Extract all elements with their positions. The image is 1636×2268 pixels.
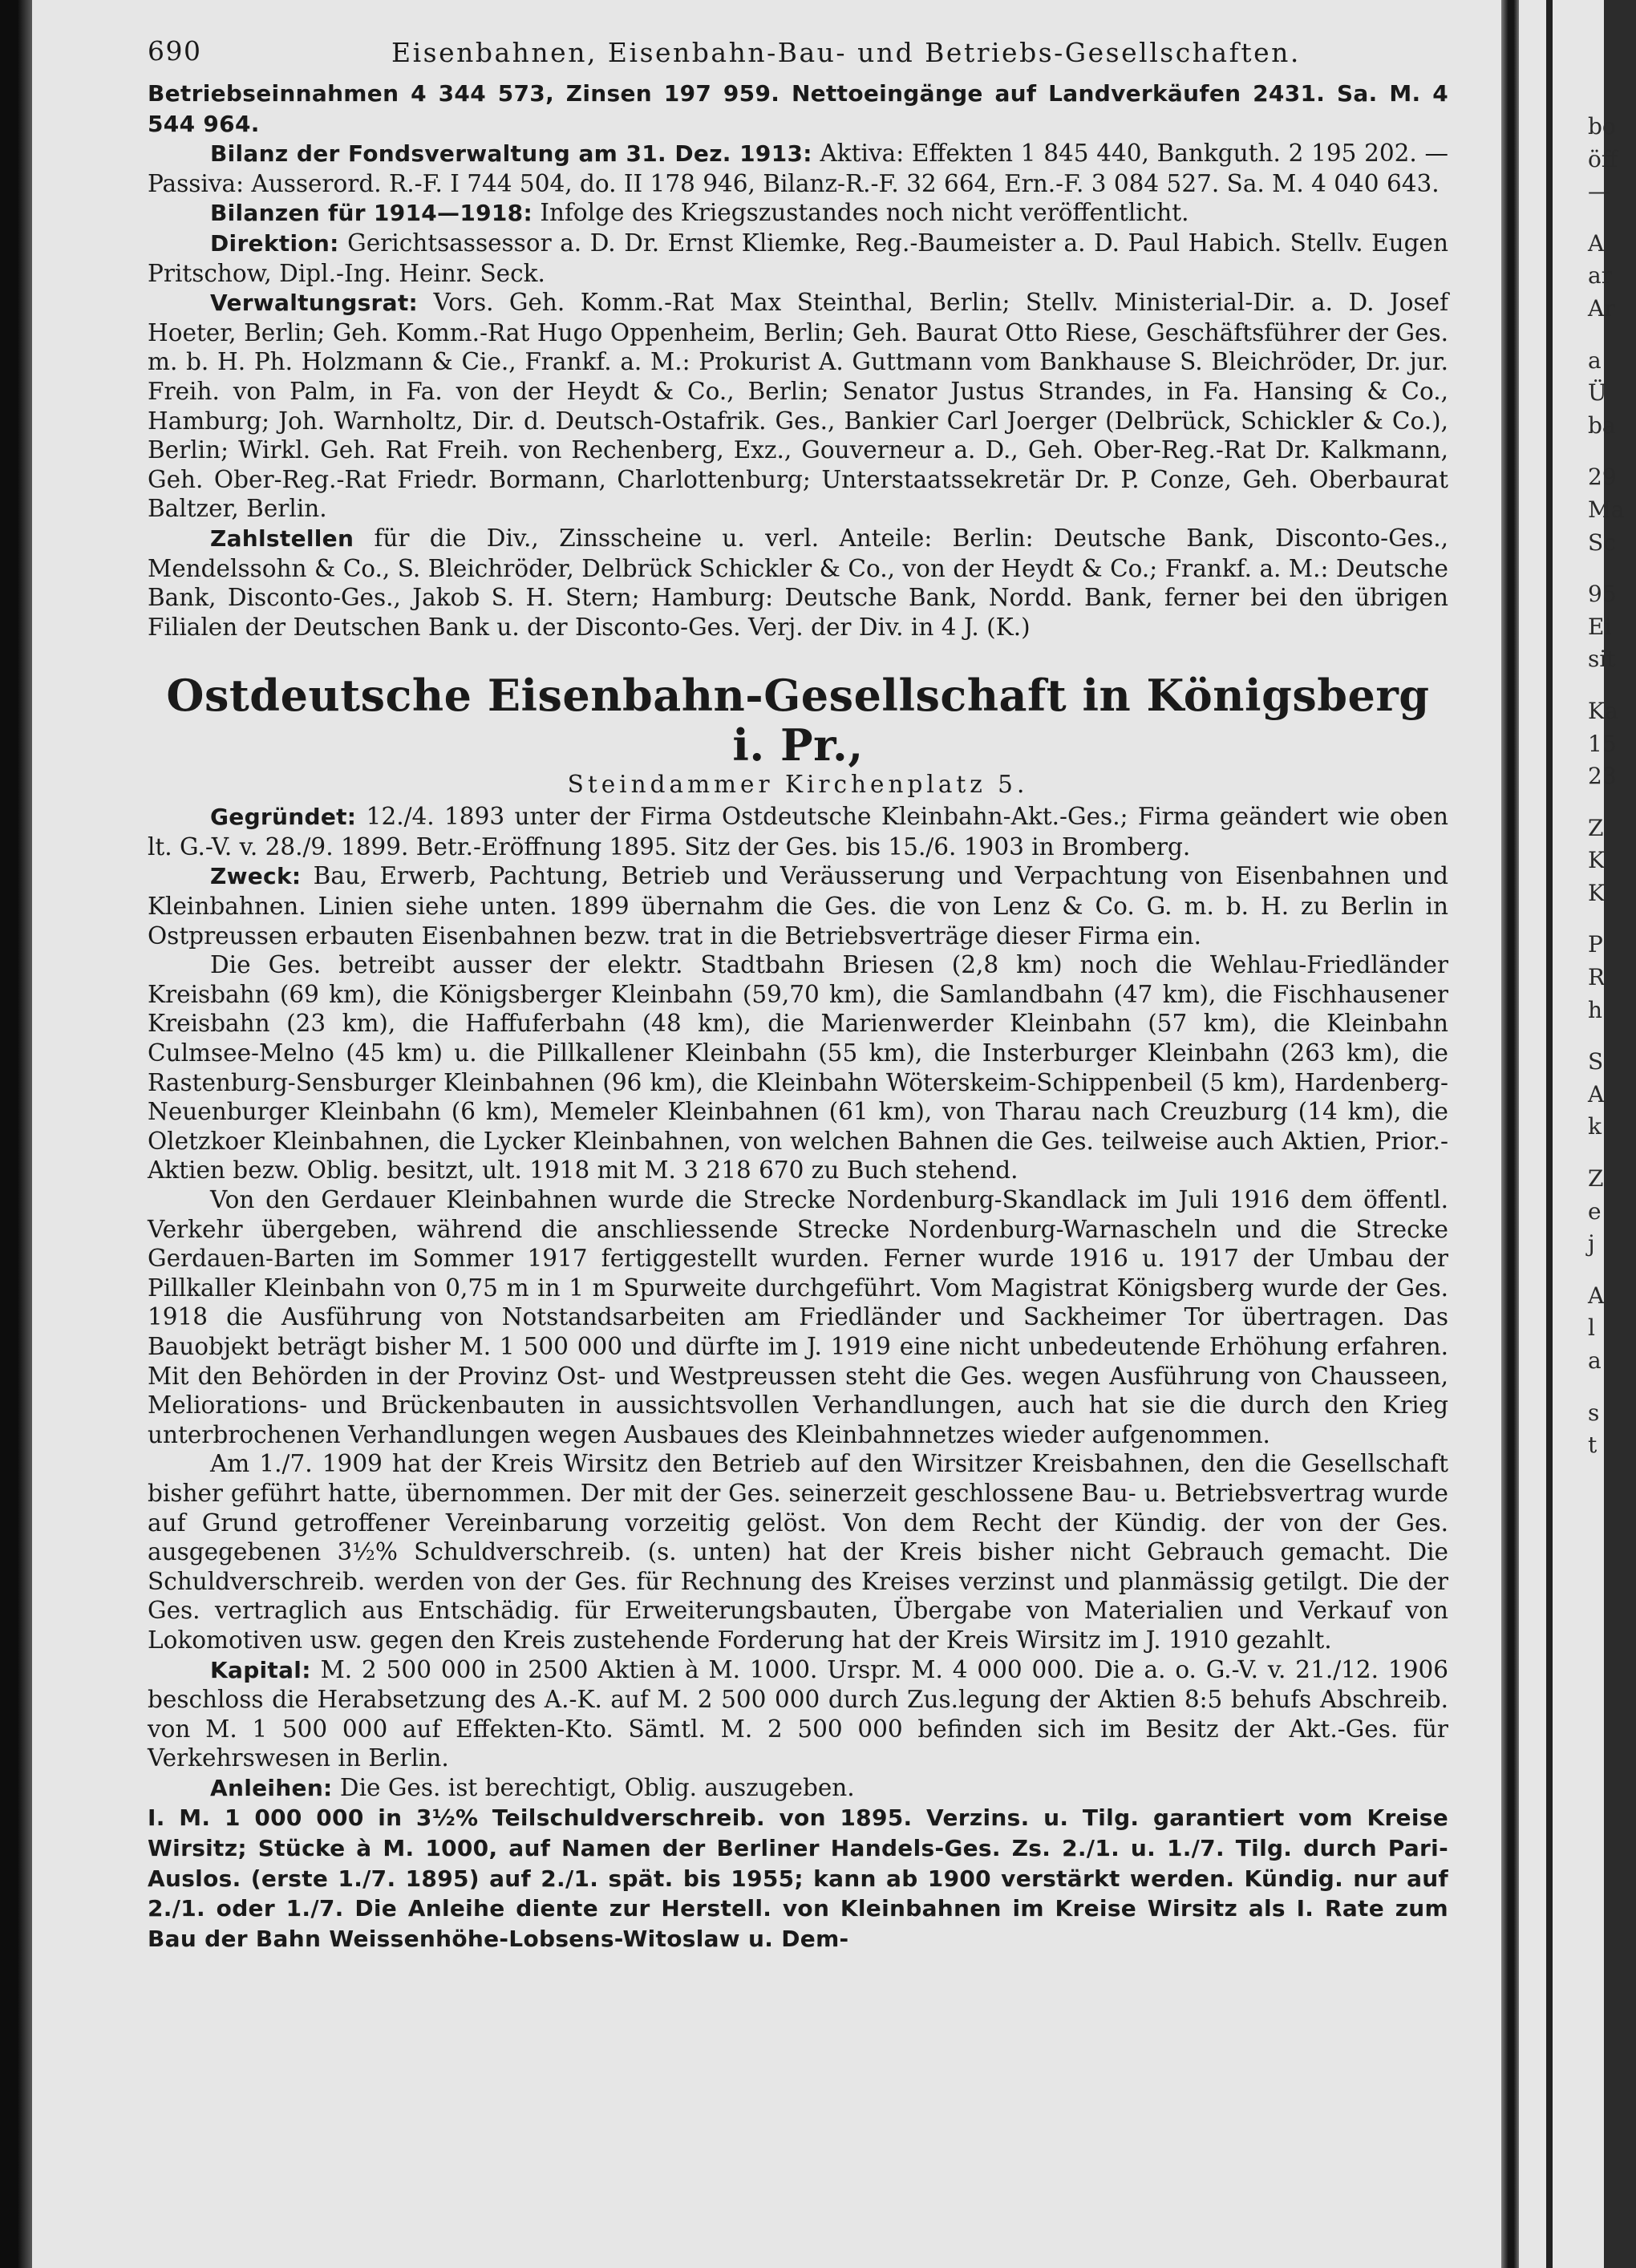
betriebseinnahmen-text: Betriebseinnahmen 4 344 573, Zinsen 197 959. Nettoeingänge auf Landverkäufen 2431. Sa. M. 4 544 964. <box>148 80 1448 137</box>
margin-fragment: K <box>1588 847 1605 874</box>
company-name: Ostdeutsche Eisenbahn-Gesellschaft in Königsberg <box>166 670 1430 722</box>
verwaltungsrat-text: Vors. Geh. Komm.-Rat Max Steinthal, Berlin; Stellv. Ministerial-Dir. a. D. Josef Hoeter, Berlin; Geh. Komm.-Rat Hugo Oppenheim, Berlin; Geh. Baurat Otto Riese, Geschäftsführer der Ges. m. b. H. Ph. Holzmann & Cie., Frankf. a. M.: Prokurist A. Guttmann vom Bankhause S. Bleichröder, Dr. jur. Freih. von Palm, in Fa. von der Heydt & Co., Berlin; Senator Justus Strandes, in Fa. Hansing & Co., Hamburg; Joh. Warnholtz, Dir. d. Deutsch-Ostafrik. Ges., Bankier Carl Joerger (Delbrück, Schickler & Co.), Berlin; Wirkl. Geh. Rat Freih. von Rechenberg, Exz., Gouverneur a. D., Geh. Ober-Reg.-Rat Dr. Kalkmann, Geh. Ober-Reg.-Rat Friedr. Bormann, Charlottenburg; Unterstaatssekretär Dr. P. Conze, Geh. Oberbaurat Baltzer, Berlin. <box>148 289 1448 523</box>
adjacent-page-fragments <box>1588 112 1636 1464</box>
wirsitz-paragraph: Am 1./7. 1909 hat der Kreis Wirsitz den Betrieb auf den Wirsitzer Kreisbahnen, den die Gesellschaft bisher geführt hatte, übernommen. Der mit der Ges. seinerzeit geschlossene Bau- u. Betriebsvertrag wurde auf Grund getroffener Vereinbarung vorzeitig gelöst. Von dem Recht der Kündig. der von der Ges. ausgegebenen 3½% Schuldverschreib. (s. unten) hat der Kreis bisher nicht Gebrauch gemacht. Die Schuldverschreib. werden von der Ges. für Rechnung des Kreises verzinst und planmässig getilgt. Die der Ges. vertraglich aus Entschädig. für Erweiterungsbauten, Übergabe von Materialien und Verkauf von Lokomotiven usw. gegen den Kreis zustehende Forderung hat der Kreis Wirsitz im J. 1910 gezahlt. <box>148 1450 1448 1654</box>
margin-fragment: 23 <box>1588 763 1617 790</box>
page-number: 690 <box>148 35 202 67</box>
book-edge-shadow <box>0 0 32 2268</box>
margin-fragment: Z <box>1588 814 1604 841</box>
zahlstellen-paragraph <box>148 524 1448 642</box>
margin-fragment: K <box>1588 879 1605 906</box>
margin-fragment: a <box>1588 1347 1602 1374</box>
direktion-paragraph <box>148 229 1448 288</box>
margin-fragment: — <box>1588 178 1610 205</box>
margin-fragment: A <box>1588 1282 1605 1309</box>
verwaltungsrat-paragraph <box>148 288 1448 524</box>
gegruendet-paragraph <box>148 802 1448 861</box>
margin-fragment: e <box>1588 1197 1602 1225</box>
verwaltungsrat-label: Verwaltungsrat: <box>210 290 419 317</box>
margin-fragment: Ar <box>1588 294 1615 322</box>
margin-fragment: ar <box>1588 262 1613 290</box>
margin-fragment: Sc <box>1588 529 1616 556</box>
margin-fragment: 29 <box>1588 464 1617 491</box>
company-heading <box>148 670 1448 770</box>
margin-fragment: h <box>1588 996 1603 1023</box>
anleihe-1-text: I. M. 1 000 000 in 3½% Teilschuldverschreib. von 1895. Verzins. u. Tilg. garantiert vom Kreise Wirsitz; Stücke à M. 1000, auf Namen der Berliner Handels-Ges. Zs. 2./1. u. 1./7. Tilg. durch Pari-Auslos. (erste 1./7. 1895) auf 2./1. spät. bis 1955; kann ab 1900 verstärkt werden. Kündig. nur auf 2./1. oder 1./7. Die Anleihe diente zur Herstell. von Kleinbahnen im Kreise Wirsitz als I. Rate zum Bau der Bahn Weissenhöhe-Lobsens-Witoslaw u. Dem- <box>148 1804 1448 1952</box>
company-address: Steindammer Kirchenplatz 5. <box>567 771 1029 799</box>
margin-fragment: ba <box>1588 411 1616 439</box>
bilanz-text: Aktiva: Effekten 1 845 440, Bankguth. 2 195 202. — Passiva: Ausserord. R.-F. I 744 504, do. II 178 946, Bilanz-R.-F. 32 664, Ern.-F. 3 084 527. Sa. M. 4 040 643. <box>148 140 1448 197</box>
margin-fragment: Ü <box>1588 379 1607 407</box>
text-column <box>148 32 1448 1954</box>
anleihe-1-paragraph <box>148 1803 1448 1954</box>
margin-fragment: 95 <box>1588 581 1617 608</box>
gutter-line <box>1546 0 1553 2268</box>
anleihen-label: Anleihen: <box>210 1774 333 1801</box>
margin-fragment: A <box>1588 229 1605 257</box>
margin-fragment: k <box>1588 1113 1602 1140</box>
anleihen-paragraph <box>148 1773 1448 1804</box>
margin-fragment: s <box>1588 1399 1600 1426</box>
betriebseinnahmen-paragraph <box>148 79 1448 139</box>
anleihen-text: Die Ges. ist berechtigt, Oblig. auszugeben. <box>332 1773 855 1801</box>
margin-fragment: S <box>1588 1048 1604 1075</box>
betrieb-paragraph: Die Ges. betreibt ausser der elektr. Stadtbahn Briesen (2,8 km) noch die Wehlau-Friedländer Kreisbahn (69 km), die Königsberger Kleinbahn (59,70 km), die Samlandbahn (47 km), die Fischhausener Kreisbahn (23 km), die Haffuferbahn (48 km), die Marienwerder Kleinbahn (57 km), die Kleinbahn Culmsee-Melno (45 km) u. die Pillkallener Kleinbahn (55 km), die Insterburger Kleinbahn (263 km), die Rastenburg-Sensburger Kleinbahnen (96 km), die Kleinbahn Wöterskeim-Schippenbeil (5 km), Hardenberg-Neuenburger Kleinbahn (6 km), Memeler Kleinbahnen (61 km), von Tharau nach Creuzburg (14 km), die Oletzkoer Kleinbahnen, die Lycker Kleinbahnen, von welchen Bahnen die Ges. teilweise auch Aktien, Prior.-Aktien bezw. Oblig. besitzt, ult. 1918 mit M. 3 218 670 zu Buch stehend. <box>148 951 1448 1185</box>
zweck-text: Bau, Erwerb, Pachtung, Betrieb und Veräusserung und Verpachtung von Eisenbahnen und Kleinbahnen. Linien siehe unten. 1899 übernahm die Ges. die von Lenz & Co. G. m. b. H. zu Berlin in Ostpreussen erbauten Eisenbahnen bezw. trat in die Betriebsverträge dieser Firma ein. <box>148 862 1448 950</box>
company-location-suffix: i. Pr., <box>732 719 864 772</box>
bilanzen-text: Infolge des Kriegszustandes noch nicht veröffentlicht. <box>532 199 1189 227</box>
running-header <box>148 32 1448 79</box>
margin-fragment: öff <box>1588 145 1618 172</box>
bilanz-label: Bilanz der Fondsverwaltung am 31. Dez. 1913: <box>210 140 812 168</box>
kapital-text: M. 2 500 000 in 2500 Aktien à M. 1000. Urspr. M. 4 000 000. Die a. o. G.-V. v. 21./12. 1906 beschloss die Herabsetzung des A.-K. auf M. 2 500 000 durch Zus.legung der Aktien 8:5 behufs Abschreib. von M. 1 500 000 auf Effekten-Kto. Sämtl. M. 2 500 000 befinden sich im Besitz der Akt.-Ges. für Verkehrswesen in Berlin. <box>148 1655 1448 1772</box>
margin-fragment: Z <box>1588 1165 1604 1193</box>
gegruendet-text: 12./4. 1893 unter der Firma Ostdeutsche Kleinbahn-Akt.-Ges.; Firma geändert wie oben lt. G.-V. v. 28./9. 1899. Betr.-Eröffnung 1895. Sitz der Ges. bis 15./6. 1903 in Bromberg. <box>148 803 1448 861</box>
margin-fragment: bo <box>1588 113 1616 140</box>
margin-fragment: j <box>1588 1230 1595 1258</box>
margin-fragment: Ka <box>1588 697 1618 724</box>
margin-fragment: P <box>1588 931 1603 958</box>
bilanzen-label: Bilanzen für 1914—1918: <box>210 200 533 227</box>
zahlstellen-text: für die Div., Zinsscheine u. verl. Anteile: Berlin: Deutsche Bank, Disconto-Ges., Mendelssohn & Co., S. Bleichröder, Delbrück Schickler & Co., von der Heydt & Co.; Frankf. a. M.: Deutsche Bank, Disconto-Ges., Jakob S. H. Stern; Hamburg: Deutsche Bank, Nordd. Bank, ferner bei den übrigen Filialen der Deutschen Bank u. der Disconto-Ges. Verj. der Div. in 4 J. (K.) <box>148 524 1448 641</box>
page-gutter <box>1501 0 1519 2268</box>
kapital-label: Kapital: <box>210 1656 311 1683</box>
margin-fragment: a <box>1588 346 1602 374</box>
bilanz-paragraph <box>148 139 1448 198</box>
zweck-paragraph <box>148 861 1448 950</box>
margin-fragment: sit <box>1588 646 1616 673</box>
gerdauer-paragraph: Von den Gerdauer Kleinbahnen wurde die Strecke Nordenburg-Skandlack im Juli 1916 dem öffentl. Verkehr übergeben, während die anschliessende Strecke Nordenburg-Warnascheln und die Strecke Gerdauen-Barten im Sommer 1917 fertiggestellt wurden. Ferner wurde 1916 u. 1917 der Umbau der Pillkaller Kleinbahn von 0,75 m in 1 m Spurweite durchgeführt. Vom Magistrat Königsberg wurde der Ges. 1918 die Ausführung von Notstandsarbeiten am Friedländer und Sackheimer Tor übertragen. Das Bauobjekt beträgt bisher M. 1 500 000 und dürfte im J. 1919 eine nicht unbedeutende Erhöhung erfahren. Mit den Behörden in der Provinz Ost- und Westpreussen steht die Ges. wegen Ausführung von Chausseen, Meliorations- und Brückenbauten in aussichtsvollen Verhandlungen, auch hat sie die durch den Krieg unterbrochenen Verhandlungen wegen Ausbaues des Kleinbahnnetzes wieder aufgenommen. <box>148 1186 1448 1448</box>
margin-fragment: t <box>1588 1432 1598 1459</box>
zweck-label: Zweck: <box>210 863 302 890</box>
kapital-paragraph <box>148 1655 1448 1773</box>
running-title: Eisenbahnen, Eisenbahn-Bau- und Betriebs-Gesellschaften. <box>391 37 1301 68</box>
margin-fragment: 15 <box>1588 730 1617 757</box>
margin-fragment: A <box>1588 1080 1605 1108</box>
zahlstellen-label: Zahlstellen <box>210 524 354 552</box>
direktion-label: Direktion: <box>210 229 339 257</box>
gegruendet-label: Gegründet: <box>210 804 357 831</box>
margin-fragment: R <box>1588 964 1606 991</box>
margin-fragment: Ma <box>1588 496 1625 523</box>
bilanzen-paragraph <box>148 198 1448 229</box>
direktion-text: Gerichtsassessor a. D. Dr. Ernst Kliemke, Reg.-Baumeister a. D. Paul Habich. Stellv. Eugen Pritschow, Dipl.-Ing. Heinr. Seck. <box>148 229 1448 287</box>
margin-fragment: l <box>1588 1314 1595 1342</box>
margin-fragment: Ei <box>1588 613 1612 640</box>
